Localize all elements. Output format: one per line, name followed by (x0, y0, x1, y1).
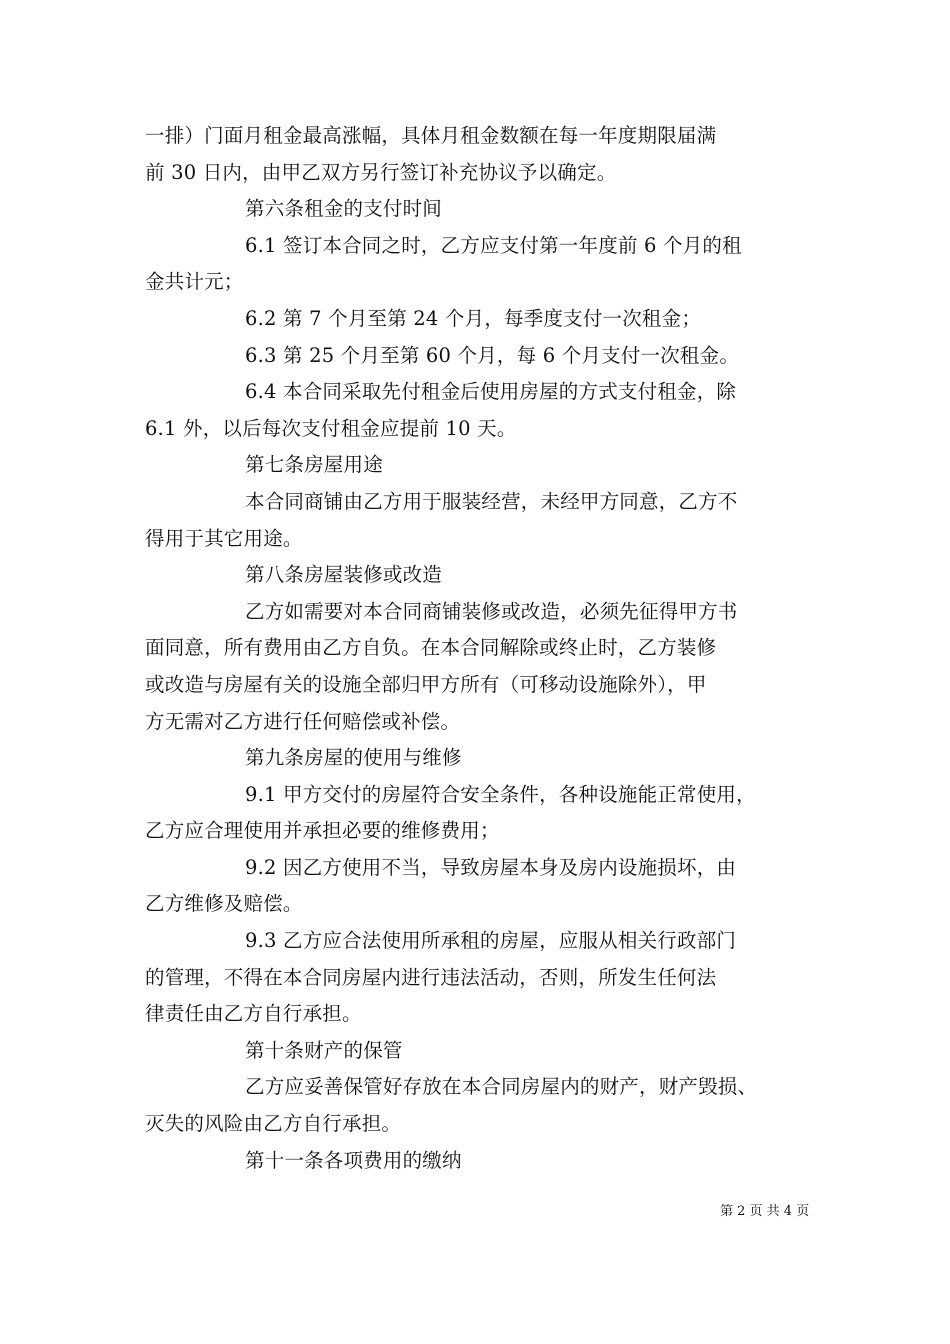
text-line: 乙方维修及赔偿。 (145, 892, 303, 916)
text-line: 第十条财产的保管 (245, 1038, 403, 1062)
text-line: 或改造与房屋有关的设施全部归甲方所有（可移动设施除外），甲 (145, 672, 707, 696)
text-line: 第八条房屋装修或改造 (245, 563, 443, 587)
text-line: 乙方如需要对本合同商铺装修或改造，必须先征得甲方书 (245, 599, 738, 623)
text-line: 6.2 第 7 个月至第 24 个月，每季度支付一次租金； (245, 306, 702, 330)
text-line: 面同意，所有费用由乙方自负。在本合同解除或终止时，乙方装修 (145, 636, 717, 660)
text-line: 前 30 日内，由甲乙双方另行签订补充协议予以确定。 (145, 160, 617, 184)
text-line: 乙方应妥善保管好存放在本合同房屋内的财产，财产毁损、 (245, 1075, 758, 1099)
text-line: 的管理，不得在本合同房屋内进行违法活动，否则，所发生任何法 (145, 965, 717, 989)
text-line: 第七条房屋用途 (245, 453, 383, 477)
text-line: 方无需对乙方进行任何赔偿或补偿。 (145, 709, 461, 733)
text-line: 本合同商铺由乙方用于服装经营，未经甲方同意，乙方不 (245, 489, 738, 513)
text-line: 9.2 因乙方使用不当，导致房屋本身及房内设施损坏，由 (245, 855, 737, 879)
text-line: 第十一条各项费用的缴纳 (245, 1148, 462, 1172)
text-line: 6.3 第 25 个月至第 60 个月，每 6 个月支付一次租金。 (245, 343, 740, 367)
text-line: 6.1 签订本合同之时，乙方应支付第一年度前 6 个月的租 (245, 233, 742, 257)
text-line: 一排）门面月租金最高涨幅，具体月租金数额在每一年度期限届满 (145, 124, 717, 147)
text-line: 6.4 本合同采取先付租金后使用房屋的方式支付租金，除 (245, 380, 737, 404)
page-number: 第 2 页 共 4 页 (720, 1204, 810, 1219)
text-line: 6.1 外，以后每次支付租金应提前 10 天。 (145, 416, 517, 440)
text-line: 律责任由乙方自行承担。 (145, 1002, 362, 1026)
text-line: 金共计元； (145, 270, 244, 294)
document-body (145, 118, 810, 1179)
text-line: 第六条租金的支付时间 (245, 197, 443, 221)
text-line: 9.1 甲方交付的房屋符合安全条件，各种设施能正常使用， (245, 782, 756, 806)
text-line: 9.3 乙方应合法使用所承租的房屋，应服从相关行政部门 (245, 929, 737, 953)
text-line: 乙方应合理使用并承担必要的维修费用； (145, 819, 500, 843)
text-line: 得用于其它用途。 (145, 526, 303, 550)
text-line: 灭失的风险由乙方自行承担。 (145, 1112, 402, 1136)
text-line: 第九条房屋的使用与维修 (245, 746, 462, 770)
